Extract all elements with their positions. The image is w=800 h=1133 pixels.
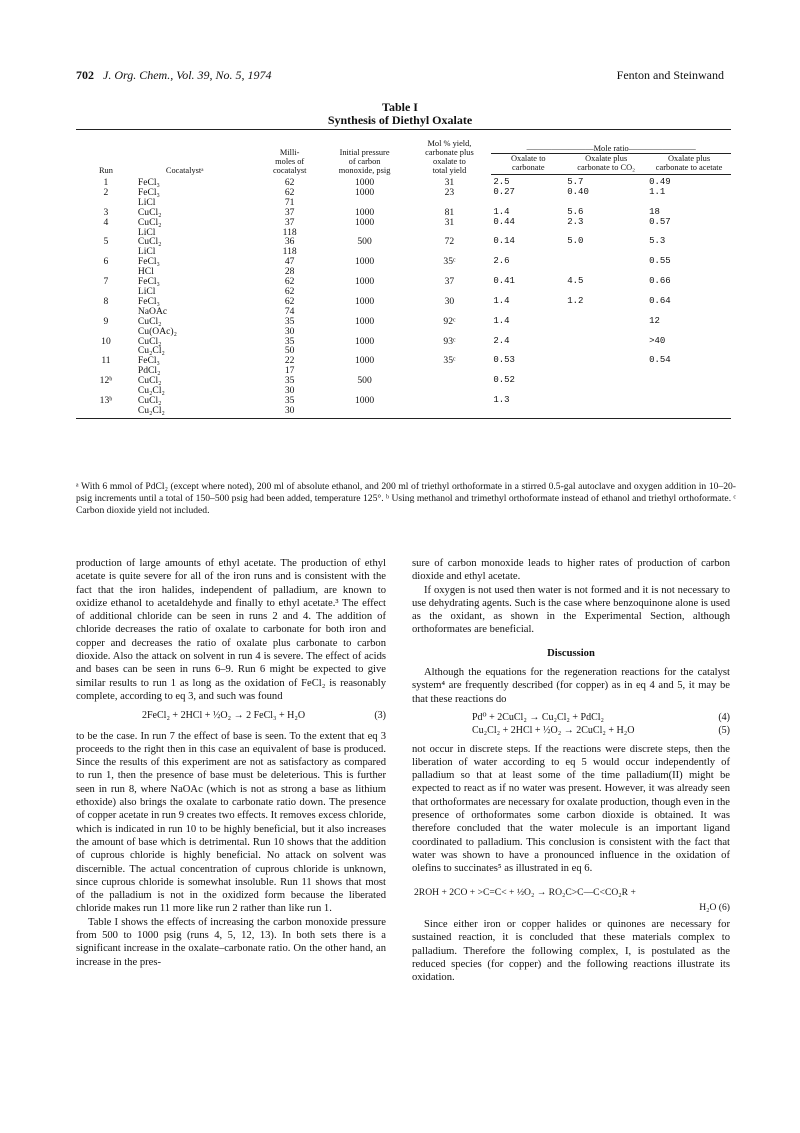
table-cell-run: 12ᵇ: [99, 375, 113, 387]
table-cell-cat: Cu₂Cl₂: [137, 345, 165, 357]
equations-4-5: [412, 711, 730, 738]
table-row: [76, 297, 731, 307]
table-cell-mmol: 62: [284, 285, 295, 297]
table-cell-cat: FeCl₃: [137, 256, 160, 268]
table-cell-mmol: 62: [284, 186, 295, 198]
data-table: [76, 129, 731, 416]
table-cell-run: [76, 406, 136, 416]
table-cell-mmol: 47: [284, 256, 295, 268]
table-cell-pres: 1000: [354, 176, 375, 188]
table-cell-cat: Cu(OAc)₂: [137, 325, 177, 337]
table-row: [76, 386, 731, 396]
left-column: [76, 557, 386, 969]
table-cell-cat: CuCl₂: [137, 335, 162, 347]
table-row: [76, 307, 731, 317]
table-cell-yield: 35ᶜ: [443, 355, 456, 367]
table-cell-r1: 0.27: [493, 186, 515, 197]
table-cell-pres: 1000: [354, 186, 375, 198]
table-cell-run: 6: [103, 256, 109, 268]
table-cell-r3: 0.64: [649, 295, 671, 306]
table-cell-pres: 1000: [354, 276, 375, 288]
table-cell-mmol: 17: [284, 365, 295, 377]
table-cell-cat: LiCl: [137, 285, 156, 297]
table-cell-pres: 1000: [354, 355, 375, 367]
table-cell-r1: 2.6: [493, 256, 510, 267]
table-cell-r1: 0.53: [493, 355, 515, 366]
table-cell-yield: [408, 327, 492, 337]
table-cell-pres: 1000: [354, 256, 375, 268]
table-cell-r2: 4.5: [567, 276, 584, 287]
table-cell-r2: [565, 247, 647, 257]
table-cell-cat: LiCl: [137, 246, 156, 258]
table-cell-mmol: 35: [284, 375, 295, 387]
table-cell-cat: CuCl₂: [137, 216, 162, 228]
table-cell-mmol: 50: [284, 345, 295, 357]
table-cell-r3: 0.49: [649, 177, 671, 187]
table-cell-yield: 31: [444, 176, 455, 188]
table-cell-pres: 1000: [354, 206, 375, 218]
paragraph: sure of carbon monoxide leads to higher rates of production of carbon dioxide and ethyl acetate.: [412, 558, 730, 583]
table-cell-r3: 0.54: [649, 355, 671, 366]
table-cell-yield: 31: [444, 216, 455, 228]
table-cell-yield: 72: [444, 236, 455, 248]
table-cell-r1: 0.41: [493, 276, 515, 287]
table-cell-run: 2: [103, 186, 109, 198]
table-row: [76, 337, 731, 347]
table-cell-pres: 1000: [354, 394, 375, 406]
table-cell-r2: [565, 356, 647, 366]
table-cell-mmol: 28: [284, 266, 295, 278]
table-cell-mmol: 22: [284, 355, 295, 367]
equation-3: 2FeCl₂ + 2HCl + ½O₂ → 2 FeCl₃ + H₂O (3): [142, 710, 386, 722]
table-cell-r3: 12: [649, 315, 660, 326]
equation-6: 2ROH + 2CO + >C=C< + ½O₂ → RO₂C>C—C<CO₂R + H₂O (6): [414, 886, 730, 913]
table-cell-r1: 1.4: [493, 206, 510, 217]
table-cell-r1: [491, 406, 565, 416]
table-cell-mmol: 30: [284, 404, 295, 416]
right-column: [412, 557, 730, 985]
paragraph: production of large amounts of ethyl acetate. The production of ethyl acetate is quite severe for all of the iron runs and is consistent with the fact that the iron halides, independent of palladium, are known to oxidize ethanol to acetaldehyde and finally to ethyl acetate.³ The effect of additional chloride can be seen in runs 2 and 4. The addition of chloride decreases the ratio of oxalate to carbonate for both iron and copper and decreases the ratio of oxalate plus carbonate to carbon dioxide. Also the attack on solvent in run 4 is severe. The effect of acids and bases can be seen in runs 6–9. Run 6 might be expected to give similar results to run 1 as long as the oxidation of FeCl₂ is reasonably complete, according to eq 3, and such was found: [76, 558, 386, 702]
table-cell-run: 1: [103, 176, 109, 188]
table-cell-r3: 18: [649, 206, 660, 217]
table-cell-r1: [491, 327, 565, 337]
table-row: [76, 198, 731, 208]
table-footnote: ᵃ With 6 mmol of PdCl₂ (except where noted), 200 ml of absolute ethanol, and 200 ml of triethyl orthoformate in a stirred 0.5-gal autoclave and oxygen addition in 10–20-psig increments until a total of 150–500 psig had been added, temperature 125°. ᵇ Using methanol and trimethyl orthoformate instead of ethanol and triethyl orthoformate. ᶜ Carbon dioxide yield not included.: [76, 481, 736, 516]
equation-4: Pd⁰ + 2CuCl₂ → Cu₂Cl₂ + PdCl₂: [472, 711, 605, 723]
col-header-mole-ratio: ————————Mole ratio————————: [491, 130, 731, 154]
table-cell-cat: LiCl: [137, 196, 156, 208]
table-cell-r3: [647, 406, 731, 416]
table-cell-mmol: 35: [284, 315, 295, 327]
table-cell-r1: 0.52: [493, 375, 515, 386]
table-cell-mmol: 30: [284, 325, 295, 337]
table-row: [76, 356, 731, 366]
table-cell-r2: 0.40: [567, 186, 589, 197]
table-cell-run: 13ᵇ: [99, 394, 113, 406]
table-cell-run: 8: [103, 295, 109, 307]
table-cell-run: 11: [101, 355, 111, 367]
paragraph: Table I shows the effects of increasing the carbon monoxide pressure from 500 to 1000 psig (runs 4, 5, 12, 13). In both sets there is a significant increase in the oxalate–carbonate ratio. On the other hand, an increase in the pres-: [76, 916, 386, 968]
equation-5: Cu₂Cl₂ + 2HCl + ½O₂ → 2CuCl₂ + H₂O: [472, 725, 635, 737]
table-cell-r1: 0.14: [493, 236, 515, 247]
table-cell-yield: 81: [444, 206, 455, 218]
table-cell-r2: [565, 386, 647, 396]
table-cell-cat: HCl: [137, 266, 154, 278]
table-row: [76, 406, 731, 416]
table-cell-run: 5: [103, 236, 109, 248]
table-cell-mmol: 62: [284, 276, 295, 288]
table-cell-r2: 5.7: [567, 177, 584, 187]
table-cell-cat: CuCl₂: [137, 236, 162, 248]
section-heading: Discussion: [547, 647, 595, 659]
table-cell-pres: 1000: [354, 315, 375, 327]
table-cell-mmol: 35: [284, 335, 295, 347]
table-cell-cat: LiCl: [137, 226, 156, 238]
table-cell-yield: [408, 406, 492, 416]
table-cell-r2: [565, 406, 647, 416]
col-header-cocatalyst: Cocatalystᵃ: [165, 165, 204, 175]
table-cell-run: 10: [101, 335, 111, 347]
table-cell-mmol: 35: [284, 394, 295, 406]
table-row: [76, 287, 731, 297]
table-cell-r3: 0.55: [649, 256, 671, 267]
table-cell-r2: 5.0: [567, 236, 584, 247]
paragraph: Since either iron or copper halides or quinones are necessary for sustained reaction, it is concluded that these materials complex to palladium. Therefore the following complex, I, is postulated as the reduced species (for copper) and the following reactions illustrate its oxidation.: [412, 919, 730, 984]
table-cell-cat: FeCl₃: [137, 176, 160, 188]
col-header-pressure: Initial pressure of carbon monoxide, psig: [338, 147, 391, 175]
equation-number: (3): [374, 710, 386, 722]
table-cell-mmol: 62: [284, 295, 295, 307]
equation-number: (5): [718, 725, 730, 737]
table-cell-yield: 37: [444, 276, 455, 288]
table-cell-r2: [565, 366, 647, 376]
table-cell-mmol: 30: [284, 385, 295, 397]
col-header-millimoles: Milli- moles of cocatalyst: [272, 147, 307, 175]
table-cell-r3: [647, 396, 731, 406]
table-cell-pres: 1000: [354, 216, 375, 228]
table-row: [76, 277, 731, 287]
table-label: Table I: [382, 100, 418, 114]
table-cell-yield: 92ᶜ: [443, 315, 456, 327]
table-row: [76, 267, 731, 277]
table-cell-r2: 1.2: [567, 295, 584, 306]
table-cell-cat: NaOAc: [137, 305, 168, 317]
table-cell-mmol: 118: [282, 246, 297, 258]
col-header-yield: Mol % yield, carbonate plus oxalate to total yield: [425, 138, 474, 175]
table-cell-r3: [647, 366, 731, 376]
table-row: [76, 327, 731, 337]
table-cell-r2: [565, 307, 647, 317]
table-cell-r1: 2.4: [493, 335, 510, 346]
table-cell-r2: [565, 317, 647, 327]
table-cell-mmol: 74: [284, 305, 295, 317]
paragraph: If oxygen is not used then water is not formed and it is not necessary to use dehydrating agents. Such is the case where benzoquinone alone is used as the oxidant, as shown in the Experimental Section, although orthoformates are beneficial.: [412, 584, 730, 636]
table-title: Synthesis of Diethyl Oxalate: [327, 113, 473, 127]
table-cell-r1: 2.5: [493, 177, 510, 187]
table-cell-r3: 0.57: [649, 216, 671, 227]
table-row: [76, 396, 731, 406]
table-cell-yield: [408, 376, 492, 386]
table-cell-pres: [322, 327, 408, 337]
paragraph: to be the case. In run 7 the effect of base is seen. To the extent that eq 3 proceeds to the right then in this case an equivalent of base is produced. Since the results of this experiment are not as satisfactory as compared to run 1, then the presence of base must be deleterious. This is further seen in run 8, where NaOAc (which is not as strong a base as lithium ethoxide) also brings the oxalate to carbonate ratio down. The presence of copper acetate in run 9 creates two effects. It removes excess chloride, which is indicated in run 10 to be highly beneficial, but it also increases the amount of base which is detrimental. Run 10 shows that the addition of cuprous chloride is highly beneficial. No attack on solvent was discernible. The actual concentration of cuprous chloride is unknown, since cuprous chloride is somewhat insoluble. Run 11 shows that most of the palladium is not in the oxidized form because the liberated chloride makes run 11 more like run 2 rather than like run 1.: [76, 730, 386, 915]
table-cell-cat: PdCl₂: [137, 365, 161, 377]
table-row: [76, 247, 731, 257]
table-cell-r2: [565, 376, 647, 386]
col-header-run: Run: [98, 165, 113, 175]
table-cell-mmol: 62: [284, 176, 295, 188]
table-cell-pres: 500: [357, 375, 372, 387]
table-row: [76, 218, 731, 228]
table-cell-yield: [408, 386, 492, 396]
table-cell-pres: 1000: [354, 335, 375, 347]
paragraph: not occur in discrete steps. If the reactions were discrete steps, then the liberation of water according to eq 5 would occur independently of palladium so that at least some of the time palladium(II) might be expected to react as if no water was present. However, it was already seen that orthoformates are necessary for oxalate production, though even in the presence of orthoformates some carbon dioxide is obtained. It was therefore concluded that the water molecule is an important ligand coordinated to palladium. This conclusion is consistent with the fact that water was shown to have a pronounced influence in the oxidation of olefins to succinates⁵ as illustrated in eq 6.: [412, 743, 730, 875]
table-cell-r2: [565, 346, 647, 356]
table-row: [76, 376, 731, 386]
table-cell-cat: CuCl₂: [137, 315, 162, 327]
table-cell-r3: [647, 327, 731, 337]
table-cell-yield: [408, 396, 492, 406]
table-cell-cat: FeCl₃: [137, 186, 160, 198]
table-cell-run: 3: [103, 206, 109, 218]
paragraph: Although the equations for the regeneration reactions for the catalyst system⁴ are frequently described (for copper) as in eq 4 and 5, it may be that these reactions do: [412, 667, 730, 705]
table-row: [76, 346, 731, 356]
running-authors: Fenton and Steinwand: [616, 68, 724, 82]
table-cell-yield: 35ᶜ: [443, 256, 456, 268]
table-cell-cat: FeCl₃: [137, 355, 160, 367]
page-header: [76, 68, 724, 84]
table-cell-r2: [565, 327, 647, 337]
table-cell-r3: [647, 376, 731, 386]
table-cell-r1: 1.4: [493, 295, 510, 306]
table-cell-mmol: 118: [282, 226, 297, 238]
table-cell-r3: 1.1: [649, 186, 666, 197]
table-cell-cat: Cu₂Cl₂: [137, 404, 165, 416]
table-cell-cat: CuCl₂: [137, 206, 162, 218]
journal-citation: J. Org. Chem., Vol. 39, No. 5, 1974: [103, 68, 272, 82]
table-cell-run: [76, 327, 136, 337]
table-cell-cat: CuCl₂: [137, 394, 162, 406]
table-cell-r2: [565, 396, 647, 406]
table-cell-pres: [322, 406, 408, 416]
table-cell-r3: [647, 386, 731, 396]
table-row: [76, 237, 731, 247]
table-cell-yield: 23: [444, 186, 455, 198]
col-header-oxalate-carbonate: Oxalate to carbonate: [491, 154, 565, 175]
table-row: [76, 366, 731, 376]
table-cell-r1: 0.44: [493, 216, 515, 227]
table-cell-r3: 5.3: [649, 236, 666, 247]
table-cell-r2: [565, 337, 647, 347]
table-cell-r1: 1.4: [493, 315, 510, 326]
table-cell-r2: [565, 257, 647, 267]
col-header-oxalate-acetate: Oxalate plus carbonate to acetate: [647, 154, 731, 175]
table-cell-run: 7: [103, 276, 109, 288]
table-cell-mmol: 37: [284, 206, 295, 218]
table-cell-mmol: 36: [284, 236, 295, 248]
table-cell-cat: Cu₂Cl₂: [137, 385, 165, 397]
equation-number: (4): [718, 711, 730, 723]
table-cell-pres: 500: [357, 236, 372, 248]
table-cell-r3: >40: [649, 335, 666, 346]
table-cell-run: 9: [103, 315, 109, 327]
col-header-oxalate-co2: Oxalate plus carbonate to CO₂: [565, 154, 647, 175]
table-cell-yield: [408, 366, 492, 376]
table-cell-cat: CuCl₂: [137, 375, 162, 387]
table-row: [76, 208, 731, 218]
table-row: [76, 257, 731, 267]
table-cell-r2: 2.3: [567, 216, 584, 227]
table-cell-cat: FeCl₃: [137, 276, 160, 288]
table-row: [76, 188, 731, 198]
table-cell-mmol: 71: [284, 196, 295, 208]
table-cell-r3: 0.66: [649, 276, 671, 287]
page-number: 702: [76, 68, 94, 82]
table-cell-r1: 1.3: [493, 394, 510, 405]
table-bottom-rule: [76, 418, 731, 419]
table-cell-yield: 93ᶜ: [443, 335, 456, 347]
table-cell-r2: 5.6: [567, 206, 584, 217]
table-cell-run: 4: [103, 216, 109, 228]
table-row: [76, 175, 731, 188]
table-cell-yield: 30: [444, 295, 455, 307]
table-body: [76, 175, 731, 416]
table-cell-cat: FeCl₃: [137, 295, 160, 307]
table-cell-pres: 1000: [354, 295, 375, 307]
table-cell-mmol: 37: [284, 216, 295, 228]
table-row: [76, 228, 731, 238]
